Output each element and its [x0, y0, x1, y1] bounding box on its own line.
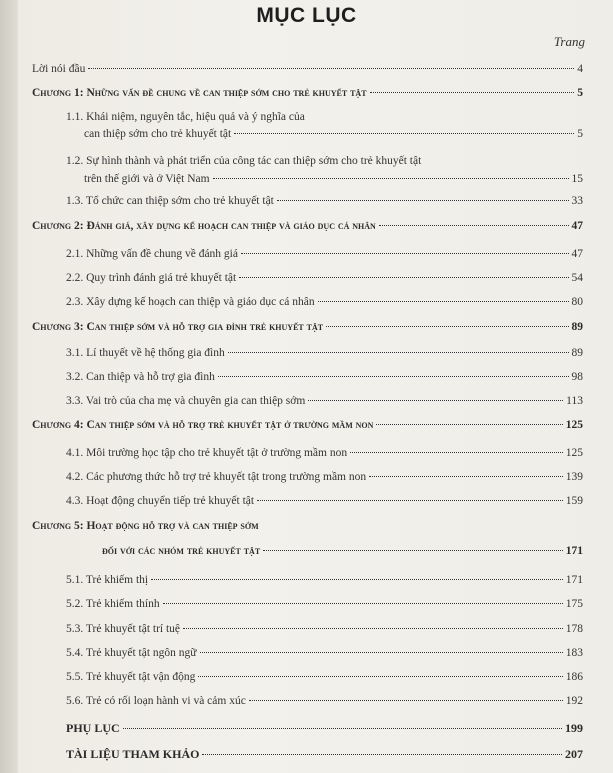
toc-label: 4.3. Hoạt động chuyển tiếp trẻ khuyết tật	[66, 495, 255, 507]
toc-page-number: 33	[571, 195, 583, 207]
leader-dots	[249, 700, 563, 701]
leader-dots	[376, 424, 562, 425]
toc-label: 5.6. Trẻ có rối loạn hành vi và cảm xúc	[66, 695, 246, 707]
leader-dots	[200, 652, 563, 653]
toc-page-number: 192	[565, 695, 583, 707]
toc-page-number: 171	[565, 574, 583, 586]
toc-page-number: 15	[571, 173, 583, 185]
toc-page-number: 186	[565, 671, 583, 683]
toc-entry-3-1[interactable]	[66, 347, 583, 359]
leader-dots	[263, 550, 563, 551]
toc-label: 4.1. Môi trường học tập cho trẻ khuyết tật ở trường mầm non	[66, 447, 348, 459]
leader-dots	[218, 376, 569, 377]
toc-label: 5.3. Trẻ khuyết tật trí tuệ	[66, 623, 181, 635]
leader-dots	[202, 754, 562, 755]
toc-label: Chương 3: Can thiệp sớm và hỗ trợ gia đình trẻ khuyết tật	[32, 321, 324, 333]
leader-dots	[234, 133, 574, 134]
leader-dots	[239, 277, 568, 278]
toc-label: 3.1. Lí thuyết về hệ thống gia đình	[66, 347, 225, 359]
toc-label: PHỤ LỤC	[66, 721, 120, 735]
toc-page-number: 4	[577, 63, 583, 75]
leader-dots	[308, 400, 563, 401]
toc-label: 4.2. Các phương thức hỗ trợ trẻ khuyết tật trong trường mầm non	[66, 471, 367, 483]
leader-dots	[88, 68, 574, 69]
toc-page-number: 113	[566, 395, 583, 407]
toc-label: trên thế giới và ở Việt Nam	[84, 173, 210, 185]
leader-dots	[379, 225, 569, 226]
toc-entry-1-3[interactable]	[66, 195, 583, 207]
toc-entry-chapter-4[interactable]	[32, 419, 583, 431]
toc-label: can thiệp sớm cho trẻ khuyết tật	[84, 128, 232, 140]
toc-entry-chapter-1[interactable]	[32, 87, 583, 99]
toc-page-number: 139	[565, 471, 583, 483]
page-title: MỤC LỤC	[256, 4, 357, 27]
toc-page-number: 159	[565, 495, 583, 507]
toc-label: 2.2. Quy trình đánh giá trẻ khuyết tật	[66, 272, 237, 284]
leader-dots	[213, 178, 569, 179]
toc-entry-1-2-line1[interactable]: 1.2. Sự hình thành và phát triển của công tác can thiệp sớm cho trẻ khuyết tật	[66, 155, 422, 167]
toc-entry-4-3[interactable]	[66, 495, 583, 507]
toc-page-number: 5	[577, 87, 583, 99]
toc-entry-1-1-line1[interactable]: 1.1. Khái niệm, nguyên tắc, hiệu quả và ý nghĩa của	[66, 111, 305, 123]
toc-page-number: 175	[565, 598, 583, 610]
page-gutter	[0, 0, 18, 773]
toc-page-number: 47	[571, 220, 583, 232]
toc-page-number: 5	[577, 128, 583, 140]
toc-page-number: 54	[571, 272, 583, 284]
toc-entry-3-3[interactable]	[66, 395, 583, 407]
toc-label: TÀI LIỆU THAM KHẢO	[66, 747, 200, 761]
toc-label: Chương 2: Đánh giá, xây dựng kế hoạch can thiệp và giáo dục cá nhân	[32, 220, 376, 232]
toc-page-number: 171	[565, 545, 583, 557]
leader-dots	[257, 500, 563, 501]
toc-label: 1.3. Tổ chức can thiệp sớm cho trẻ khuyết tật	[66, 195, 274, 207]
leader-dots	[326, 326, 568, 327]
toc-label: 2.3. Xây dựng kế hoạch can thiệp và giáo dục cá nhân	[66, 296, 315, 308]
toc-label: 2.1. Những vấn đề chung về đánh giá	[66, 248, 238, 260]
leader-dots	[151, 579, 563, 580]
toc-label: Lời nói đầu	[32, 63, 86, 75]
leader-dots	[318, 301, 569, 302]
toc-entry-5-4[interactable]	[66, 647, 583, 659]
toc-page-number: 80	[571, 296, 583, 308]
toc-page-number: 47	[571, 248, 583, 260]
toc-entry-4-1[interactable]	[66, 447, 583, 459]
toc-label: 5.4. Trẻ khuyết tật ngôn ngữ	[66, 647, 197, 659]
leader-dots	[369, 476, 563, 477]
toc-page-number: 89	[571, 347, 583, 359]
toc-page-number: 89	[571, 321, 583, 333]
leader-dots	[163, 603, 563, 604]
toc-page-number: 125	[565, 419, 583, 431]
toc-label: Chương 4: Can thiệp sớm và hỗ trợ trẻ khuyết tật ở trường mầm non	[32, 419, 374, 431]
toc-label: đối với các nhóm trẻ khuyết tật	[102, 545, 261, 557]
toc-entry-5-1[interactable]	[66, 574, 583, 586]
toc-label: 3.3. Vai trò của cha mẹ và chuyên gia can thiệp sớm	[66, 395, 306, 407]
toc-entry-chapter-5[interactable]	[102, 545, 583, 557]
toc-entry-5-5[interactable]	[66, 671, 583, 683]
toc-entry-2-1[interactable]	[66, 248, 583, 260]
toc-entry-5-3[interactable]	[66, 623, 583, 635]
toc-entry-chapter-2[interactable]	[32, 220, 583, 232]
toc-page-number: 178	[565, 623, 583, 635]
leader-dots	[277, 200, 569, 201]
toc-page-number: 183	[565, 647, 583, 659]
toc-label: 5.2. Trẻ khiếm thính	[66, 598, 160, 610]
toc-entry-1-2[interactable]	[84, 173, 583, 185]
toc-label: 3.2. Can thiệp và hỗ trợ gia đình	[66, 371, 215, 383]
toc-entry-appendix[interactable]	[66, 721, 583, 736]
toc-entry-references[interactable]	[66, 747, 583, 762]
toc-page-number: 199	[565, 721, 583, 735]
leader-dots	[183, 628, 563, 629]
leader-dots	[228, 352, 569, 353]
toc-entry-preface[interactable]	[32, 63, 583, 75]
toc-entry-chapter-5-line1[interactable]: Chương 5: Hoạt động hỗ trợ và can thiệp sớm	[32, 520, 259, 532]
leader-dots	[350, 452, 563, 453]
toc-page-number: 125	[565, 447, 583, 459]
leader-dots	[241, 253, 569, 254]
toc-entry-5-2[interactable]	[66, 598, 583, 610]
toc-entry-2-3[interactable]	[66, 296, 583, 308]
toc-entry-2-2[interactable]	[66, 272, 583, 284]
toc-page-number: 98	[571, 371, 583, 383]
toc-label: 5.5. Trẻ khuyết tật vận động	[66, 671, 196, 683]
toc-entry-3-2[interactable]	[66, 371, 583, 383]
leader-dots	[198, 676, 562, 677]
toc-label: 5.1. Trẻ khiếm thị	[66, 574, 149, 586]
toc-page-number: 207	[565, 747, 583, 761]
toc-entry-chapter-3[interactable]	[32, 321, 583, 333]
toc-label: Chương 1: Những vấn đề chung về can thiệp sớm cho trẻ khuyết tật	[32, 87, 367, 99]
toc-entry-1-1[interactable]	[84, 128, 583, 140]
toc-entry-5-6[interactable]	[66, 695, 583, 707]
leader-dots	[123, 728, 562, 729]
toc-entry-4-2[interactable]	[66, 471, 583, 483]
page-column-header: Trang	[553, 34, 585, 49]
leader-dots	[370, 92, 575, 93]
